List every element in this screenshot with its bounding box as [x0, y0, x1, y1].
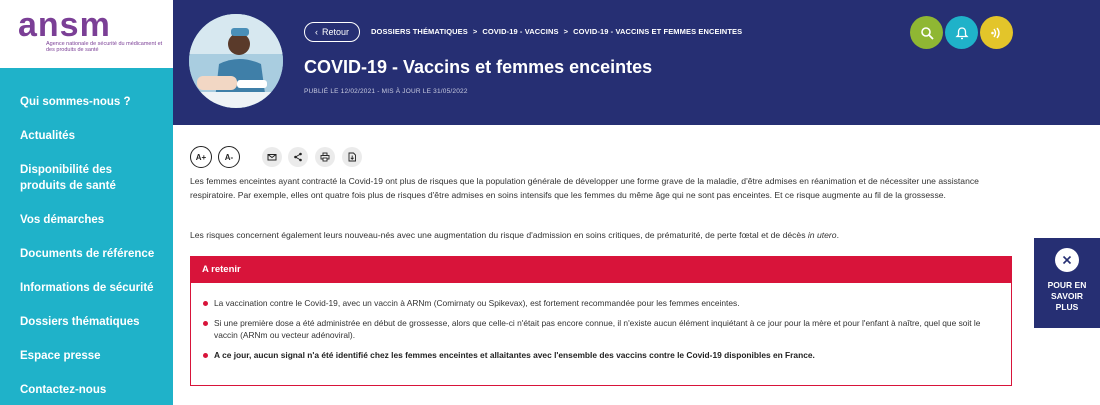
chevron-left-icon: ‹ [315, 27, 318, 37]
logo-wordmark: ansm [18, 6, 111, 44]
breadcrumb-separator: > [472, 27, 478, 36]
learn-more-label: POUR EN SAVOIR PLUS [1047, 280, 1087, 312]
key-points-title: A retenir [191, 257, 1011, 283]
back-button[interactable] [304, 22, 360, 42]
email-button[interactable] [262, 147, 282, 167]
sidebar-item-contact[interactable]: Contactez-nous [20, 384, 107, 396]
sidebar [0, 0, 173, 405]
back-button-label: Retour [322, 27, 350, 37]
publication-date: PUBLIÉ LE 12/02/2021 - MIS À JOUR LE 31/05/2022 [304, 88, 468, 95]
share-icon [293, 152, 303, 162]
key-point: Si une première dose a été administrée en début de grossesse, alors que celle-ci n'était pas encore connue, il n'existe aucun élément inquiétant à ce jour pour la mère et pour l'enfant à naître, quel que soit le vaccin (ARNm ou vecteur adénoviral). [203, 317, 999, 342]
sidebar-item-actualites[interactable]: Actualités [20, 130, 75, 142]
audio-button[interactable] [980, 16, 1013, 49]
page-title: COVID-19 - Vaccins et femmes enceintes [304, 57, 653, 77]
logo[interactable] [0, 0, 173, 68]
search-button[interactable] [910, 16, 943, 49]
breadcrumb [371, 27, 742, 36]
font-increase-button[interactable]: A+ [190, 146, 212, 168]
key-points-box [190, 256, 1012, 386]
intro-paragraph: Les femmes enceintes ayant contracté la Covid-19 ont plus de risques que la population générale de développer une forme grave de la maladie, d'être admises en réanimation et de nécessiter une assistance respiratoire. Par exemple, elles ont quatre fois plus de risques d'être admises en soins intensifs que les femmes du même âge qui ne sont pas enceintes. Et ce risque augmente au fil de la grossesse. [190, 176, 979, 200]
bell-icon [955, 26, 969, 40]
risks-paragraph-end: . [836, 230, 839, 240]
key-point: A ce jour, aucun signal n'a été identifié chez les femmes enceintes et allaitantes avec l'ensemble des vaccins contre le Covid-19 disponibles en France. [203, 349, 999, 362]
search-icon [920, 26, 934, 40]
close-icon [1062, 255, 1072, 265]
breadcrumb-item-dossiers[interactable]: DOSSIERS THÉMATIQUES [371, 27, 468, 36]
share-button[interactable] [288, 147, 308, 167]
font-decrease-button[interactable]: A- [218, 146, 240, 168]
logo-subtitle: Agence nationale de sécurité du médicament et des produits de santé [46, 41, 163, 53]
sidebar-item-dossiers[interactable]: Dossiers thématiques [20, 316, 140, 328]
sidebar-item-disponibilite[interactable]: Disponibilité des produits de santé [20, 164, 116, 192]
alerts-button[interactable] [945, 16, 978, 49]
key-points-list [191, 283, 1011, 361]
sidebar-item-qui-sommes-nous[interactable]: Qui sommes-nous ? [20, 96, 131, 108]
pdf-icon [347, 152, 357, 162]
learn-more-panel[interactable] [1034, 238, 1100, 328]
main-nav [0, 68, 173, 398]
breadcrumb-item-vaccins[interactable]: COVID-19 - VACCINS [482, 27, 559, 36]
hero-photo [189, 14, 283, 108]
print-icon [320, 152, 330, 162]
page-header [173, 0, 1100, 125]
breadcrumb-separator: > [563, 27, 569, 36]
risks-paragraph-text: Les risques concernent également leurs nouveau-nés avec une augmentation du risque d'admission en soins critiques, de prématurité, de perte fœtal et de décès [190, 230, 808, 240]
email-icon [267, 152, 277, 162]
pdf-button[interactable] [342, 147, 362, 167]
sidebar-item-documents[interactable]: Documents de référence [20, 248, 155, 260]
key-point: La vaccination contre le Covid-19, avec un vaccin à ARNm (Comirnaty ou Spikevax), est fortement recommandée pour les femmes enceintes. [203, 297, 999, 310]
sidebar-item-espace-presse[interactable]: Espace presse [20, 350, 101, 362]
breadcrumb-item-current: COVID-19 - VACCINS ET FEMMES ENCEINTES [573, 27, 743, 36]
sidebar-item-demarches[interactable]: Vos démarches [20, 214, 105, 226]
print-button[interactable] [315, 147, 335, 167]
risks-paragraph [190, 229, 1010, 243]
close-button[interactable] [1055, 248, 1079, 272]
audio-icon [990, 26, 1004, 40]
risks-paragraph-emphasis: in utero [807, 230, 837, 240]
sidebar-item-informations-securite[interactable]: Informations de sécurité [20, 282, 154, 294]
